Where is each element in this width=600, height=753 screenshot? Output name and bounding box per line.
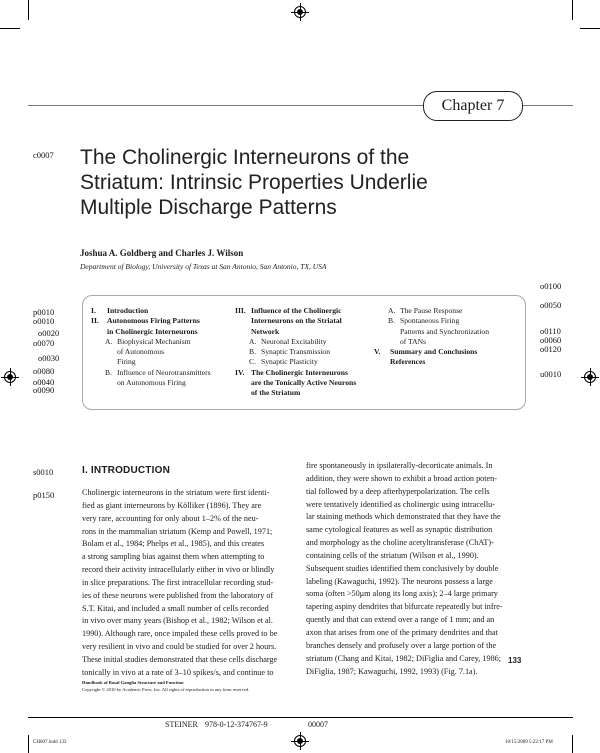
toc-item-neurotransmitters[interactable]: B. Influence of Neurotransmitters — [105, 367, 211, 377]
slug-code: 00007 — [308, 720, 328, 729]
crop-mark — [28, 0, 29, 20]
text-line: very rare, accounting for only about 1–2% of the neu- — [82, 513, 259, 523]
text-line: in vivo over many years (Bishop et al., 1982; Wilson et al. — [82, 616, 273, 626]
body-right-column — [306, 460, 524, 678]
crop-mark — [28, 735, 29, 753]
text-line: were tentatively identified as cholinergic using intracellu- — [306, 499, 496, 509]
slug-rule — [28, 717, 573, 718]
title-line: Multiple Discharge Patterns — [80, 196, 337, 219]
text-line: lar staining methods which demonstrated that they have the — [306, 512, 501, 522]
tag-o0050: o0050 — [540, 300, 562, 310]
tag-u0010: u0010 — [540, 369, 562, 379]
tag-o0040: o0040 — [33, 377, 55, 387]
text-line: quently and that can extend over a range of 1 mm; and an — [306, 615, 495, 625]
toc-item-spontaneous-firing[interactable]: B. Spontaneous Firing — [388, 316, 460, 326]
toc-item-tonically-active-cont: of the Striatum — [251, 388, 301, 398]
slug-isbn: 978-0-12-374767-9 — [205, 720, 268, 729]
text-line: tial followed by a deep afterhyperpolarization. The cells — [306, 486, 490, 496]
text-line: striatum (Chang and Kitai, 1982; DiFiglia and Carey, 1986; — [306, 653, 502, 663]
text-line: a strong sampling bias against them when attempting to — [82, 552, 265, 562]
text-line: Bolam et al., 1984; Phelps et al., 1985), and this creates — [82, 539, 265, 549]
footer-copyright: Copyright © 2010 by Academic Press. Inc. All rights of reproduction in any form reserved. — [82, 687, 250, 692]
text-line: 1990). Although rare, once impaled these cells proved to be — [82, 629, 278, 639]
crop-mark — [572, 0, 573, 20]
toc-item-spontaneous-firing-cont: Patterns and Synchronization — [400, 326, 489, 336]
crop-mark — [580, 28, 600, 29]
toc-item-influence[interactable]: III. Influence of the Cholinergic — [235, 306, 342, 315]
body-left-column — [82, 487, 300, 680]
section-heading: I. INTRODUCTION — [82, 465, 170, 476]
text-line: containing cells of the striatum (Wilson et al., 1990). — [306, 550, 479, 560]
toc-column-3 — [374, 306, 489, 368]
text-line: in slice preparations. The first intracellular recording stud- — [82, 577, 274, 587]
toc-item-autonomous-firing[interactable]: II. Autonomous Firing Patterns — [91, 316, 200, 326]
chapter-rule — [521, 105, 573, 106]
text-line: labeling (Kawaguchi, 1992). The neurons possess a large — [306, 576, 493, 586]
footer-book-title: Handbook of Basal Ganglia Structure and Function — [82, 680, 184, 685]
text-line: These initial studies demonstrated that these cells discharge — [82, 654, 278, 664]
toc-item-influence-cont: Interneurons on the Striatal — [251, 316, 342, 326]
registration-mark-right — [584, 371, 596, 383]
toc-item-summary[interactable]: V. Summary and Conclusions — [374, 347, 478, 357]
text-line: tapering aspiny dendrites that bifurcate repeatedly but infre- — [306, 602, 503, 612]
text-line: Cholinergic interneurons in the striatum were first identi- — [82, 488, 270, 497]
tag-s0010: s0010 — [33, 467, 54, 477]
text-line: rons in the mammalian striatum (Kemp and Powell, 1971; — [82, 526, 273, 536]
title-line: The Cholinergic Interneurons of the — [80, 146, 410, 169]
text-line: ies of these neurons were published from the laboratory of — [82, 590, 274, 600]
tag-o0010: o0010 — [33, 316, 55, 326]
text-line: addition, they were shown to exhibit a broad action poten- — [306, 473, 497, 483]
tag-p0150: p0150 — [33, 490, 55, 500]
text-line: DiFiglia, 1987; Kawaguchi, 1992, 1993) (Fig. 7.1a). — [306, 666, 478, 676]
chapter-rule — [28, 105, 423, 106]
affiliation: Department of Biology, University of Texas at San Antonio, San Antonio, TX, USA — [80, 262, 327, 271]
toc-item-neurotransmitters-cont: on Autonomous Firing — [117, 378, 186, 388]
tag-p0010: p0010 — [33, 307, 55, 317]
crop-mark — [572, 735, 573, 753]
tag-o0020: o0020 — [38, 328, 60, 338]
tag-c0007: c0007 — [33, 150, 54, 160]
text-line: and morphology as the choline acetyltransferase (ChAT)- — [306, 538, 494, 548]
toc-item-tonically-active[interactable]: IV. The Cholinergic Interneurons — [235, 367, 348, 377]
toc-item-influence-cont: Network — [251, 326, 280, 336]
slug-publisher: STEINER — [165, 720, 198, 729]
toc-column-2 — [235, 306, 356, 399]
text-line: Subsequent studies identified them conclusively by double — [306, 563, 499, 573]
authors: Joshua A. Goldberg and Charles J. Wilson — [80, 248, 244, 258]
tag-o0080: o0080 — [33, 366, 55, 376]
chapter-label: Chapter 7 — [423, 91, 523, 121]
text-line: fire spontaneously in ipsilaterally-decorticate animals. In — [306, 461, 493, 470]
tag-o0110: o0110 — [540, 326, 561, 336]
toc-item-spontaneous-firing-cont: of TANs — [400, 336, 427, 346]
chapter-title — [80, 145, 500, 220]
toc-item-plasticity[interactable]: C. Synaptic Plasticity — [249, 357, 318, 367]
toc-item-pause-response[interactable]: A. The Pause Response — [388, 306, 463, 315]
toc-item-introduction[interactable]: I. Introduction — [91, 306, 149, 315]
toc-column-1 — [91, 306, 211, 388]
text-line: S.T. Kitai, and included a small number of cells recorded — [82, 603, 269, 613]
text-line: very resilient in vivo and could be studied for over 2 hours. — [82, 642, 277, 652]
toc-item-tonically-active-cont: are the Tonically Active Neurons — [251, 378, 357, 388]
text-line: same cytological features as well as synaptic distribution — [306, 525, 493, 535]
tag-o0030: o0030 — [38, 353, 60, 363]
toc-item-references[interactable]: References — [390, 357, 426, 367]
text-line: fied as giant interneurons by Kölliker (1896). They are — [82, 500, 262, 510]
text-line: axon that arises from one of the primary dendrites and that — [306, 627, 498, 637]
toc-item-biophysical-cont: of Autonomous — [117, 347, 165, 357]
slug-file: CH007.indd 133 — [33, 740, 67, 745]
tag-o0100: o0100 — [540, 281, 562, 291]
text-line: record their activity intracellularly either in vivo or blindly — [82, 565, 275, 575]
tag-o0070: o0070 — [33, 338, 55, 348]
tag-o0060: o0060 — [540, 335, 562, 345]
page-number: 133 — [508, 656, 522, 665]
tag-o0120: o0120 — [540, 344, 562, 354]
toc-item-biophysical-cont: Firing — [117, 357, 136, 367]
tag-o0090: o0090 — [33, 385, 55, 395]
slug-timestamp: 10/15/2009 5:22:17 PM — [505, 740, 553, 745]
text-line: branches densely and profusely over a large portion of the — [306, 640, 497, 650]
text-line: tonically in vivo at a rate of 3–10 spikes/s, and continue to — [82, 667, 274, 677]
registration-mark-bottom — [294, 735, 306, 747]
registration-mark-left — [4, 371, 16, 383]
toc-item-biophysical[interactable]: A. Biophysical Mechanism — [105, 336, 191, 346]
toc-item-excitability[interactable]: A. Neuronal Excitability — [249, 336, 327, 346]
toc-item-transmission[interactable]: B. Synaptic Transmission — [249, 347, 330, 357]
crop-mark — [0, 28, 20, 29]
registration-mark-top — [294, 6, 306, 18]
toc-item-autonomous-firing-cont: in Cholinergic Interneurons — [107, 326, 198, 336]
text-line: soma (often >50μm along its long axis); 2–4 large primary — [306, 589, 498, 599]
title-line: Striatum: Intrinsic Properties Underlie — [80, 171, 428, 194]
